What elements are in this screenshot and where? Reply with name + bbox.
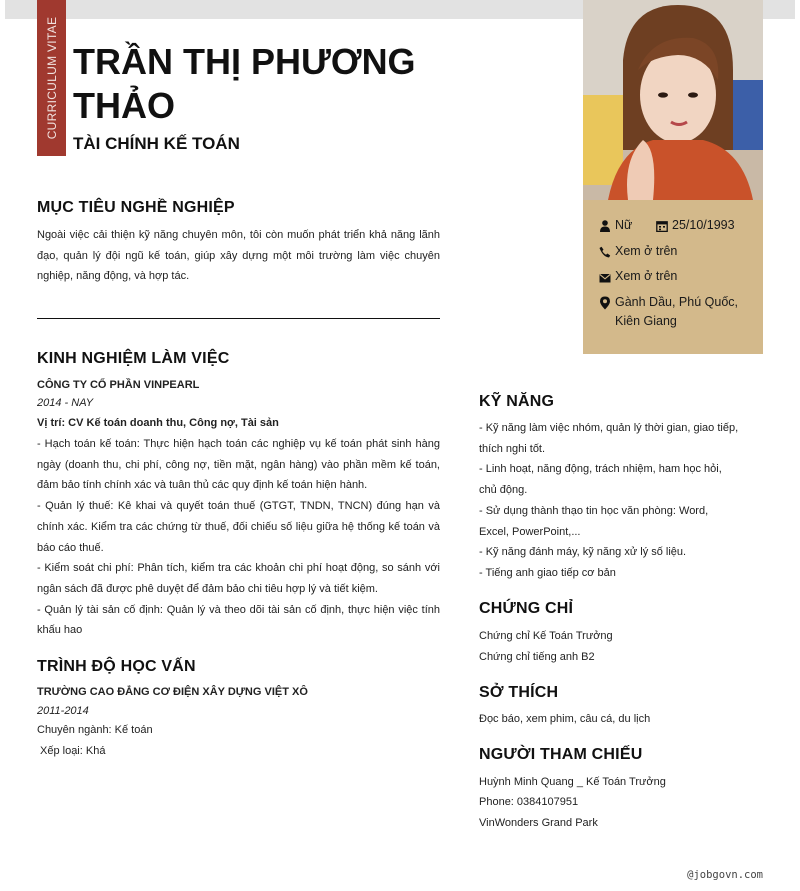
- objective-heading: MỤC TIÊU NGHỀ NGHIỆP: [37, 199, 235, 216]
- gender-value: Nữ: [615, 218, 633, 232]
- hobbies-text: Đọc báo, xem phim, câu cá, du lịch: [479, 713, 651, 725]
- list-item: VinWonders Grand Park: [479, 817, 598, 829]
- certificates-heading: CHỨNG CHỈ: [479, 600, 574, 617]
- profile-photo-illustration: [583, 0, 763, 200]
- school-name: TRƯỜNG CAO ĐẲNG CƠ ĐIỆN XÂY DỰNG VIỆT XÔ: [37, 686, 308, 698]
- skills-heading: KỸ NĂNG: [479, 393, 555, 410]
- calendar-icon: [656, 220, 668, 232]
- email-value: Xem ở trên: [615, 269, 678, 283]
- references-heading: NGƯỜI THAM CHIẾU: [479, 746, 643, 763]
- ribbon-label: CURRICULUM VITAE: [44, 16, 59, 140]
- email-icon: [599, 272, 611, 284]
- person-icon: [599, 220, 611, 232]
- list-item: - Hạch toán kế toán: Thực hiện hạch toán các nghiệp vụ kế toán phát sinh hàng ngày (doanh thu, chi phí, công nợ, tiền mặt, ngân hàng) vào phần mềm kế toán, đảm bảo tính chính xác và tuân thủ các quy định kế toán hiện hành.: [37, 438, 440, 492]
- list-item: Phone: 0384107951: [479, 796, 579, 808]
- profile-photo: [583, 0, 763, 200]
- duties-list: [37, 434, 440, 641]
- candidate-name: TRẦN THỊ PHƯƠNG THẢO: [73, 41, 416, 126]
- experience-heading: KINH NGHIỆM LÀM VIỆC: [37, 350, 230, 367]
- grade: Xếp loại: Khá: [40, 745, 106, 757]
- job-title: TÀI CHÍNH KẾ TOÁN: [73, 134, 240, 153]
- location-pin-icon: [599, 296, 611, 310]
- list-item: Chứng chỉ Kế Toán Trưởng: [479, 630, 613, 642]
- position-title: Vị trí: CV Kế toán doanh thu, Công nợ, Tài sản: [37, 417, 279, 429]
- list-item: - Linh hoạt, năng động, trách nhiệm, ham học hỏi, chủ động.: [479, 463, 722, 497]
- experience-period: 2014 - NAY: [37, 397, 94, 409]
- birthday-value: 25/10/1993: [672, 218, 735, 232]
- company-name: CÔNG TY CỔ PHẦN VINPEARL: [37, 379, 200, 391]
- section-divider: [37, 318, 440, 319]
- list-item: - Quản lý thuế: Kê khai và quyết toán thuế (GTGT, TNDN, TNCN) đúng hạn và chính xác. Kiểm tra các chứng từ thuế, đối chiếu số liệu giữa hệ thống kế toán và báo cáo thuế.: [37, 500, 440, 554]
- education-heading: TRÌNH ĐỘ HỌC VẤN: [37, 658, 196, 675]
- objective-text: Ngoài việc cải thiện kỹ năng chuyên môn, tôi còn muốn phát triển khả năng lãnh đạo, quản lý đội ngũ kế toán, giúp xây dựng một môi trường làm việc chuyên nghiệp, năng động, và hợp tác.: [37, 229, 440, 283]
- contact-info-panel: [583, 200, 763, 354]
- list-item: - Sử dụng thành thạo tin học văn phòng: Word, Excel, PowerPoint,...: [479, 504, 709, 538]
- list-item: - Kiểm soát chi phí: Phân tích, kiểm tra các khoản chi phí hoạt động, so sánh với ngân sách đã được phê duyệt để đảm bảo chi tiêu hợp lý và tiết kiệm.: [37, 562, 440, 595]
- list-item: Huỳnh Minh Quang _ Kế Toán Trưởng: [479, 776, 666, 788]
- list-item: Chứng chỉ tiếng anh B2: [479, 651, 595, 663]
- list-item: - Quản lý tài sản cố định: Quản lý và theo dõi tài sản cố định, thực hiện việc tính khấu hao: [37, 603, 440, 637]
- list-item: - Tiếng anh giao tiếp cơ bản: [479, 566, 616, 579]
- education-period: 2011-2014: [37, 705, 89, 717]
- list-item: - Kỹ năng đánh máy, kỹ năng xử lý số liệu.: [479, 546, 687, 559]
- skills-list: [479, 418, 741, 584]
- curriculum-vitae-ribbon: [37, 0, 66, 156]
- hobbies-heading: SỞ THÍCH: [479, 684, 559, 701]
- major: Chuyên ngành: Kế toán: [37, 724, 153, 736]
- address-value: Gành Dầu, Phú Quốc, Kiên Giang: [615, 295, 738, 328]
- phone-value: Xem ở trên: [615, 244, 678, 258]
- watermark: @jobgovn.com: [687, 869, 763, 881]
- list-item: - Kỹ năng làm việc nhóm, quản lý thời gian, giao tiếp, thích nghi tốt.: [479, 422, 739, 455]
- phone-icon: [599, 246, 611, 258]
